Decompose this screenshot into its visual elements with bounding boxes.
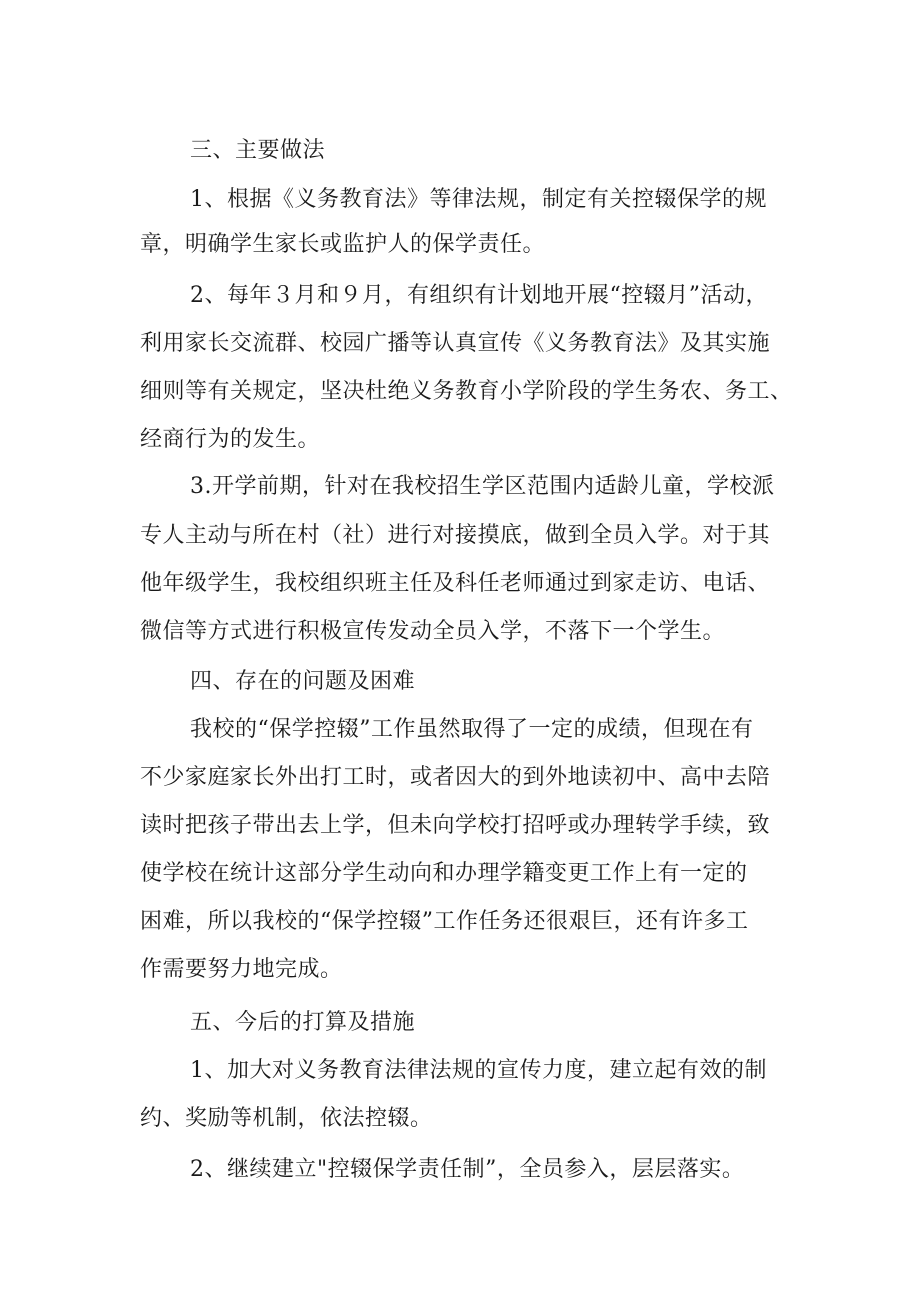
- paragraph-line: 他年级学生，我校组织班主任及科任老师通过到家走访、电话、: [140, 571, 771, 596]
- paragraph-line: 作需要努力地完成。: [140, 957, 343, 982]
- paragraph-line: 经商行为的发生。: [140, 427, 321, 452]
- paragraph-line: 微信等方式进行积极宣传发动全员入学，不落下一个学生。: [140, 619, 726, 644]
- paragraph-line: 1、根据《义务教育法》等律法规，制定有关控辍保学的规: [190, 187, 767, 212]
- paragraph-line: 读时把孩子带出去上学，但未向学校打招呼或办理转学手续，致: [140, 813, 771, 838]
- section-heading-main-practices: 三、主要做法: [190, 138, 326, 163]
- paragraph-line: 2、每年３月和９月，有组织有计划地开展“控辍月”活动，: [190, 283, 768, 308]
- paragraph-line: 章，明确学生家长或监护人的保学责任。: [140, 232, 546, 257]
- paragraph-line: 专人主动与所在村（社）进行对接摸底，做到全员入学。对于其: [140, 523, 771, 548]
- paragraph-line: 我校的“保学控辍”工作虽然取得了一定的成绩，但现在有: [190, 717, 754, 742]
- paragraph-line: 细则等有关规定，坚决杜绝义务教育小学阶段的学生务农、务工、: [140, 379, 793, 404]
- section-heading-future-plans: 五、今后的打算及措施: [190, 1010, 416, 1035]
- paragraph-line: 不少家庭家长外出打工时，或者因大的到外地读初中、高中去陪: [140, 765, 771, 790]
- paragraph-line: 2、继续建立"控辍保学责任制”，全员参入，层层落实。: [190, 1157, 745, 1182]
- paragraph-line: 1、加大对义务教育法律法规的宣传力度，建立起有效的制: [190, 1058, 767, 1083]
- paragraph-line: 使学校在统计这部分学生动向和办理学籍变更工作上有一定的: [140, 861, 748, 886]
- paragraph-line: 困难，所以我校的“保学控辍”工作任务还很艰巨，还有许多工: [140, 909, 749, 934]
- paragraph-line: 约、奖励等机制，依法控辍。: [140, 1106, 433, 1131]
- paragraph-line: 3.开学前期，针对在我校招生学区范围内适龄儿童，学校派: [190, 474, 775, 499]
- section-heading-problems: 四、存在的问题及困难: [190, 669, 416, 694]
- paragraph-line: 利用家长交流群、校园广播等认真宣传《义务教育法》及其实施: [140, 331, 771, 356]
